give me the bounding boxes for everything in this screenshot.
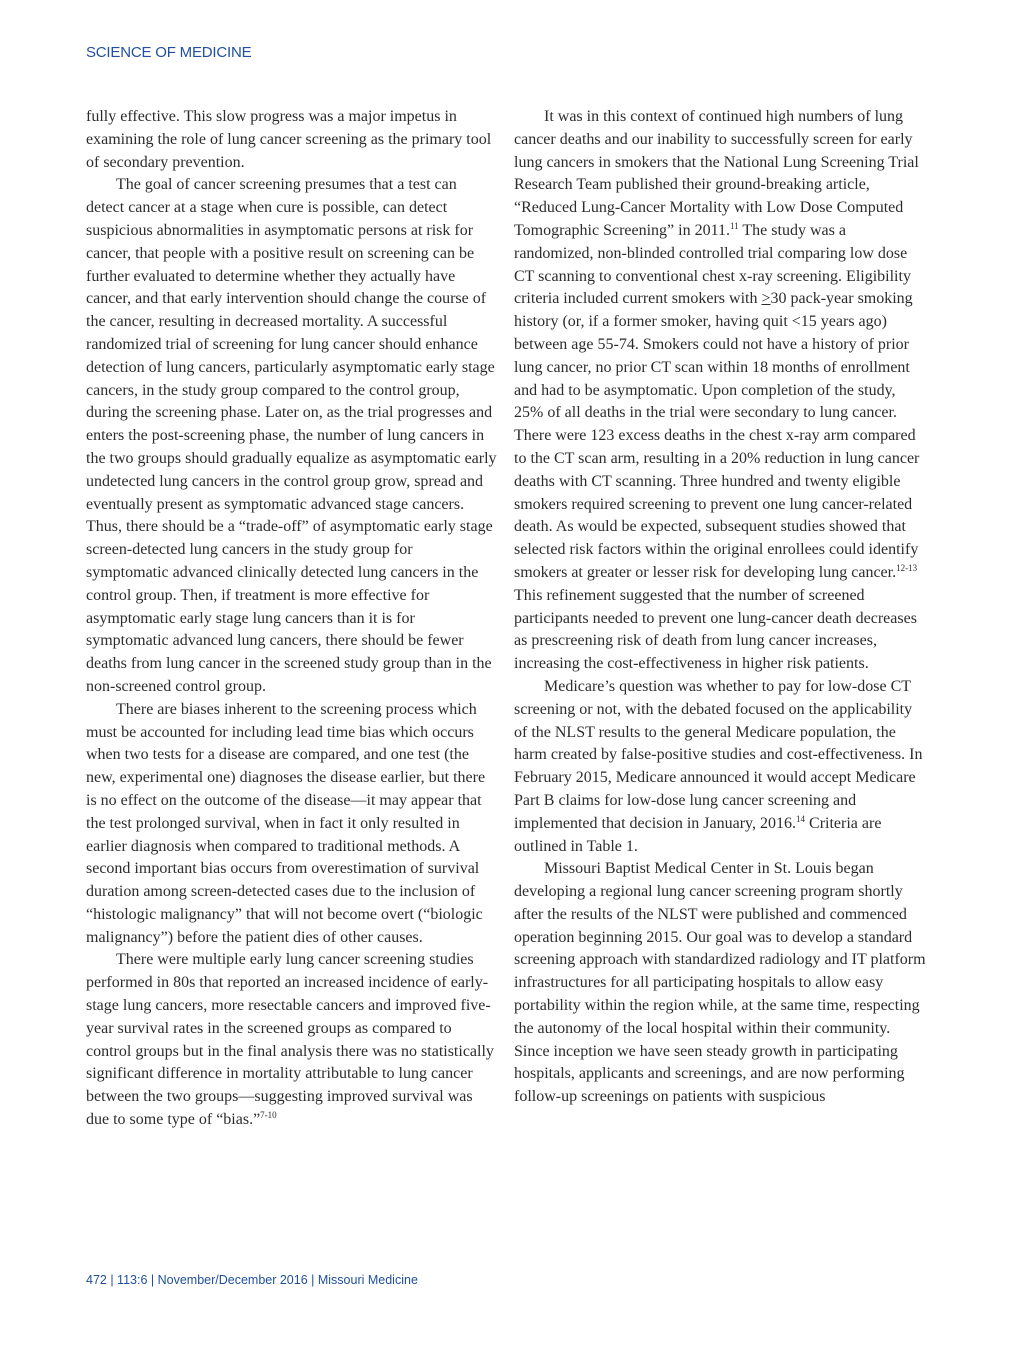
paragraph [514,106,926,676]
citation-ref: 11 [730,220,739,231]
paragraph: fully effective. This slow progress was a major impetus in examining the role of lung cancer screening as the primary tool of secondary prevention. [86,108,492,171]
paragraph-text: Criteria are outlined in Table 1. [514,814,882,855]
paragraph: There are biases inherent to the screening process which must be accounted for including lead time bias which occurs when two tests for a disease are compared, and one test (the new, experimental one) diagnoses the disease earlier, but there is no effect on the outcome of the disease—it may appear that the test prolonged survival, when in fact it only resulted in earlier diagnosis when compared to traditional methods. A second important bias occurs from overestimation of survival duration among screen-detected cases due to the inclusion of “histologic malignancy” that will not become overt (“biologic malignancy”) before the patient dies of other causes. [86,700,486,946]
citation-ref: 12-13 [896,562,918,573]
citation-ref: 14 [796,813,806,824]
running-head: SCIENCE OF MEDICINE [86,44,252,61]
paragraph [86,949,498,1131]
citation-ref: 7-10 [260,1110,277,1121]
paragraph-text: 30 pack-year smoking history (or, if a former smoker, having quit <15 years ago) between age 55-74. Smokers could not have a history of prior lung cancer, no prior CT scan within 18 months of enrollment and had to be asymptomatic. Upon completion of the study, 25% of all deaths in the trial were secondary to lung cancer. There were 123 excess deaths in the chest x-ray arm compared to the CT scan arm, resulting in a 20% reduction in lung cancer deaths with CT scanning. Three hundred and twenty eligible smokers required screening to prevent one lung cancer-related death. As would be expected, subsequent studies showed that selected risk factors within the original enrollees could identify smokers at greater or lesser risk for developing lung cancer. [514,290,920,581]
paragraph-text: The study was a randomized, non-blinded controlled trial comparing low dose CT scanning to conventional chest x-ray screening. Eligibility criteria included current smokers with [514,221,911,308]
paragraph-text: There were multiple early lung cancer screening studies performed in 80s that reported an increased incidence of early-stage lung cancers, more resectable cancers and improved five-year survival rates in the screened groups as compared to control groups but in the final analysis there was no statistically significant difference in mortality attributable to lung cancer between the two groups—suggesting improved survival was due to some type of “bias.” [86,951,494,1129]
paragraph [514,676,926,858]
paragraph-text: It was in this context of continued high numbers of lung cancer deaths and our inability to successfully screen for early lung cancers in smokers that the National Lung Screening Trial Research Team published their ground-breaking article, “Reduced Lung-Cancer Mortality with Low Dose Computed Tomographic Screening” in 2011. [514,108,919,239]
page-footer: 472 | 113:6 | November/December 2016 | Missouri Medicine [86,1273,418,1287]
paragraph-text: This refinement suggested that the number of screened participants needed to prevent one lung-cancer death decreases as prescreening risk of death from lung cancer increases, increasing the cost-effectiveness in higher risk patients. [514,586,917,673]
paragraph: Missouri Baptist Medical Center in St. Louis began developing a regional lung cancer screening program shortly after the results of the NLST were published and commenced operation beginning 2015. Our goal was to develop a standard screening approach with standardized radiology and IT platform infrastructures for all participating hospitals to allow easy portability within the region while, at the same time, respecting the autonomy of the local hospital within their community. Since inception we have seen steady growth in participating hospitals, applicants and screenings, and are now performing follow-up screenings on patients with suspicious [514,860,926,1106]
right-column [514,106,926,1109]
greater-equal-symbol: > [761,290,771,308]
paragraph-text: Medicare’s question was whether to pay for low-dose CT screening or not, with the debated focused on the applicability of the NLST results to the general Medicare population, the harm created by false-positive studies and cost-effectiveness. In February 2015, Medicare announced it would accept Medicare Part B claims for low-dose lung cancer screening and implemented that decision in January, 2016. [514,677,923,832]
left-column [86,106,498,1132]
paragraph: The goal of cancer screening presumes that a test can detect cancer at a stage when cure is possible, can detect suspicious abnormalities in asymptomatic persons at risk for cancer, that people with a positive result on screening can be further evaluated to determine whether they actually have cancer, and that early intervention should change the course of the cancer, resulting in decreased mortality. A successful randomized trial of screening for lung cancer should enhance detection of lung cancers, particularly asymptomatic early stage cancers, in the study group compared to the control group, during the screening phase. Later on, as the trial progresses and enters the post-screening phase, the number of lung cancers in the two groups should gradually equalize as asymptomatic early undetected lung cancers in the control group grow, spread and eventually present as symptomatic advanced stage cancers. Thus, there should be a “trade-off” of asymptomatic early stage screen-detected lung cancers in the study group for symptomatic advanced clinically detected lung cancers in the control group. Then, if treatment is more effective for asymptomatic early stage lung cancers than it is for symptomatic advanced lung cancers, there should be fewer deaths from lung cancer in the screened study group than in the non-screened control group. [86,176,497,695]
